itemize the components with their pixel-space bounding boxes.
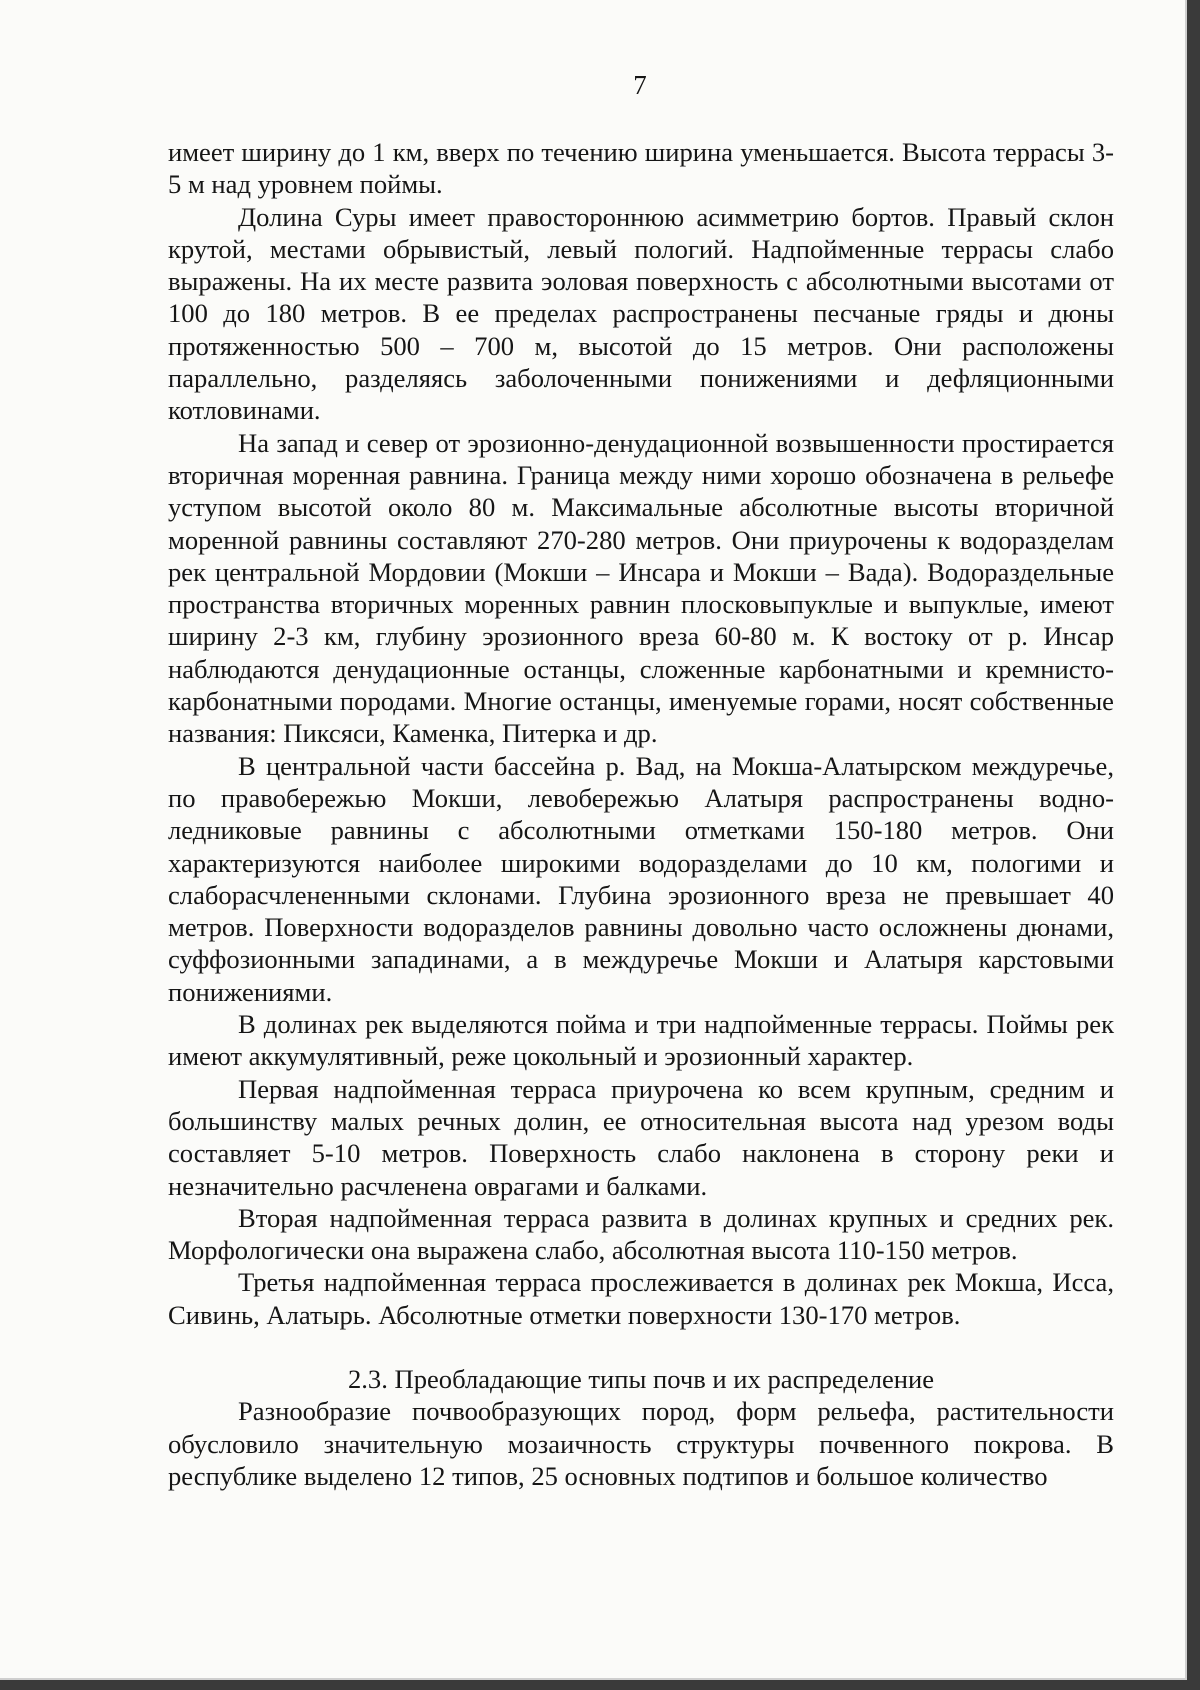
paragraph-first-terrace: Первая надпойменная терраса приурочена ко всем крупным, средним и большинству малых речных долин, ее относительная высота над урезом воды составляет 5-10 метров. Поверхность слабо наклонена в сторону реки и незначительно расчленена оврагами и балками. — [168, 1073, 1114, 1201]
paragraph-third-terrace: Третья надпойменная терраса прослеживается в долинах рек Мокша, Исса, Сивинь, Алатырь. Абсолютные отметки поверхности 130-170 метров. — [168, 1267, 1114, 1330]
document-body — [168, 136, 1114, 1492]
paragraph-second-terrace: Вторая надпойменная терраса развита в долинах крупных и средних рек. Морфологически она выражена слабо, абсолютная высота 110-150 метров. — [168, 1202, 1114, 1266]
paragraph-sura-valley: Долина Суры имеет правостороннюю асимметрию бортов. Правый склон крутой, местами обрывистый, левый пологий. Надпойменные террасы слабо выражены. На их месте развита эоловая поверхность с абсолютными высотами от 100 до 180 метров. В ее пределах распространены песчаные гряды и дюны протяженностью 500 – 700 м, высотой до 15 метров. Они расположены параллельно, разделяясь заболоченными понижениями и дефляционными котловинами. — [168, 201, 1114, 426]
section-heading: 2.3. Преобладающие типы почв и их распределение — [347, 1363, 935, 1394]
paragraph-continuation: имеет ширину до 1 км, вверх по течению ширина уменьшается. Высота террасы 3-5 м над уровнем поймы. — [168, 137, 1114, 200]
paragraph-moraine-plain: На запад и север от эрозионно-денудационной возвышенности простирается вторичная моренная равнина. Граница между ними хорошо обозначена в рельефе уступом высотой около 80 м. Максимальные абсолютные высоты вторичной моренной равнины составляют 270-280 метров. Они приурочены к водоразделам рек центральной Мордовии (Мокши – Инсара и Мокши – Вада). Водораздельные пространства вторичных моренных равнин плосковыпуклые и выпуклые, имеют ширину 2-3 км, глубину эрозионного вреза 60-80 м. К востоку от р. Инсар наблюдаются денудационные останцы, сложенные карбонатными и кремнисто-карбонатными породами. Многие останцы, именуемые горами, носят собственные названия: Пиксяси, Каменка, Питерка и др. — [168, 427, 1114, 749]
page-number: 7 — [633, 70, 647, 100]
paragraph-river-valleys: В долинах рек выделяются пойма и три надпойменные террасы. Поймы рек имеют аккумулятивный, реже цокольный и эрозионный характер. — [168, 1009, 1114, 1072]
paragraph-soil-diversity: Разнообразие почвообразующих пород, форм рельефа, растительности обусловило значительную мозаичность структуры почвенного покрова. В республике выделено 12 типов, 25 основных подтипов и большое количество — [168, 1396, 1114, 1491]
paragraph-fluvioglacial-plains: В центральной части бассейна р. Вад, на Мокша-Алатырском междуречье, по правобережью Мокши, левобережью Алатыря распространены водно-ледниковые равнины с абсолютными отметками 150-180 метров. Они характеризуются наиболее широкими водоразделами до 10 км, пологими и слаборасчлененными склонами. Глубина эрозионного вреза не превышает 40 метров. Поверхности водоразделов равнины довольно часто осложнены дюнами, суффозионными западинами, а в междуречье Мокши и Алатыря карстовыми понижениями. — [168, 750, 1114, 1007]
